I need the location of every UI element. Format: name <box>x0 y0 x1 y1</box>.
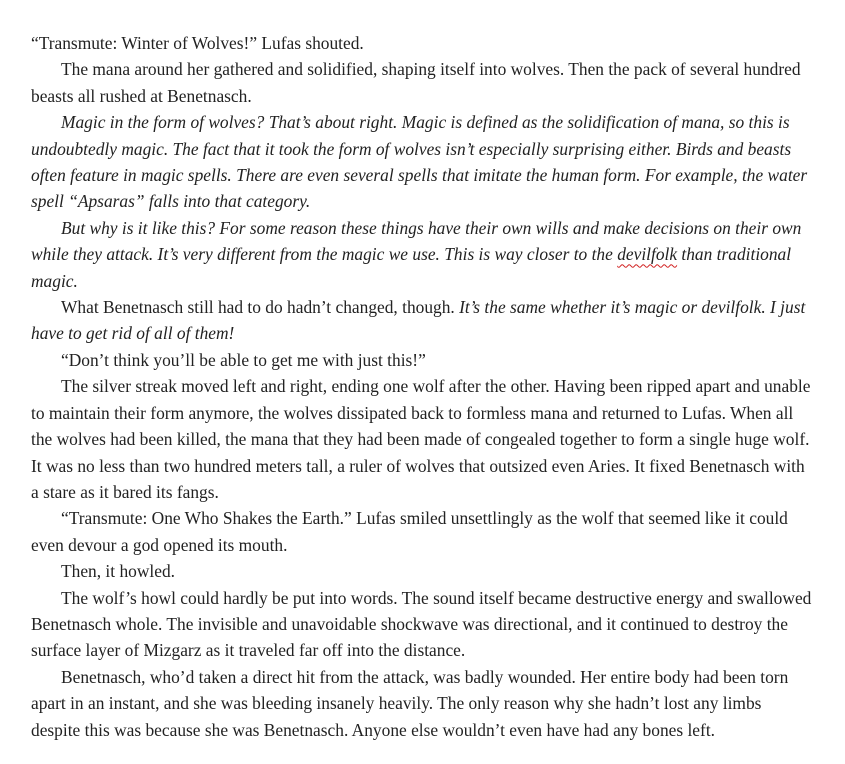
text-run: But why is it like this? For some reason these things have their own wills and make decisions on their own while they attack. It’s very different from the magic we use. This is way closer to the <box>31 217 802 265</box>
text-run: than traditional magic. <box>31 244 792 291</box>
paragraph: “Transmute: One Who Shakes the Earth.” Lufas smiled unsettlingly as the wolf that seemed like it could even devour a god opened its mouth. <box>31 508 788 555</box>
paragraph: The silver streak moved left and right, ending one wolf after the other. Having been ripped apart and unable to maintain their form anymore, the wolves dissipated back to formless mana and returned to Lufas. When all the wolves had been killed, the mana that they had been made of congealed together to form a single huge wolf. It was no less than two hundred meters tall, a ruler of wolves that outsized even Aries. It fixed Benetnasch with a stare as it bared its fangs. <box>31 376 811 502</box>
paragraph-italic <box>31 215 815 294</box>
paragraph: The mana around her gathered and solidified, shaping itself into wolves. Then the pack of several hundred beasts all rushed at Benetnasch. <box>31 59 801 106</box>
paragraph: “Don’t think you’ll be able to get me with just this!” <box>61 349 426 370</box>
paragraph <box>31 294 815 347</box>
paragraph: The wolf’s howl could hardly be put into words. The sound itself became destructive energy and swallowed Benetnasch whole. The invisible and unavoidable shockwave was directional, and it continued to destroy the surface layer of Mizgarz as it traveled far off into the distance. <box>31 587 812 661</box>
italic-text-run: It’s the same whether it’s magic or devilfolk. I just have to get rid of all of them! <box>31 297 806 344</box>
paragraph: Then, it howled. <box>61 561 175 582</box>
paragraph: “Transmute: Winter of Wolves!” Lufas shouted. <box>31 33 364 53</box>
spellcheck-flagged-word[interactable]: devilfolk <box>617 244 678 265</box>
paragraph-italic: Magic in the form of wolves? That’s about right. Magic is defined as the solidification of mana, so this is undoubtedly magic. The fact that it took the form of wolves isn’t especially surprising either. Birds and beasts often feature in magic spells. There are even several spells that imitate the human form. For example, the water spell “Apsaras” falls into that category. <box>31 112 808 212</box>
document-body[interactable] <box>31 30 815 743</box>
paragraph: Benetnasch, who’d taken a direct hit from the attack, was badly wounded. Her entire body had been torn apart in an instant, and she was bleeding insanely heavily. The only reason why she hadn’t lost any limbs despite this was because she was Benetnasch. Anyone else wouldn’t even have had any bones left. <box>31 666 789 740</box>
text-run: What Benetnasch still had to do hadn’t changed, though. <box>61 297 460 318</box>
